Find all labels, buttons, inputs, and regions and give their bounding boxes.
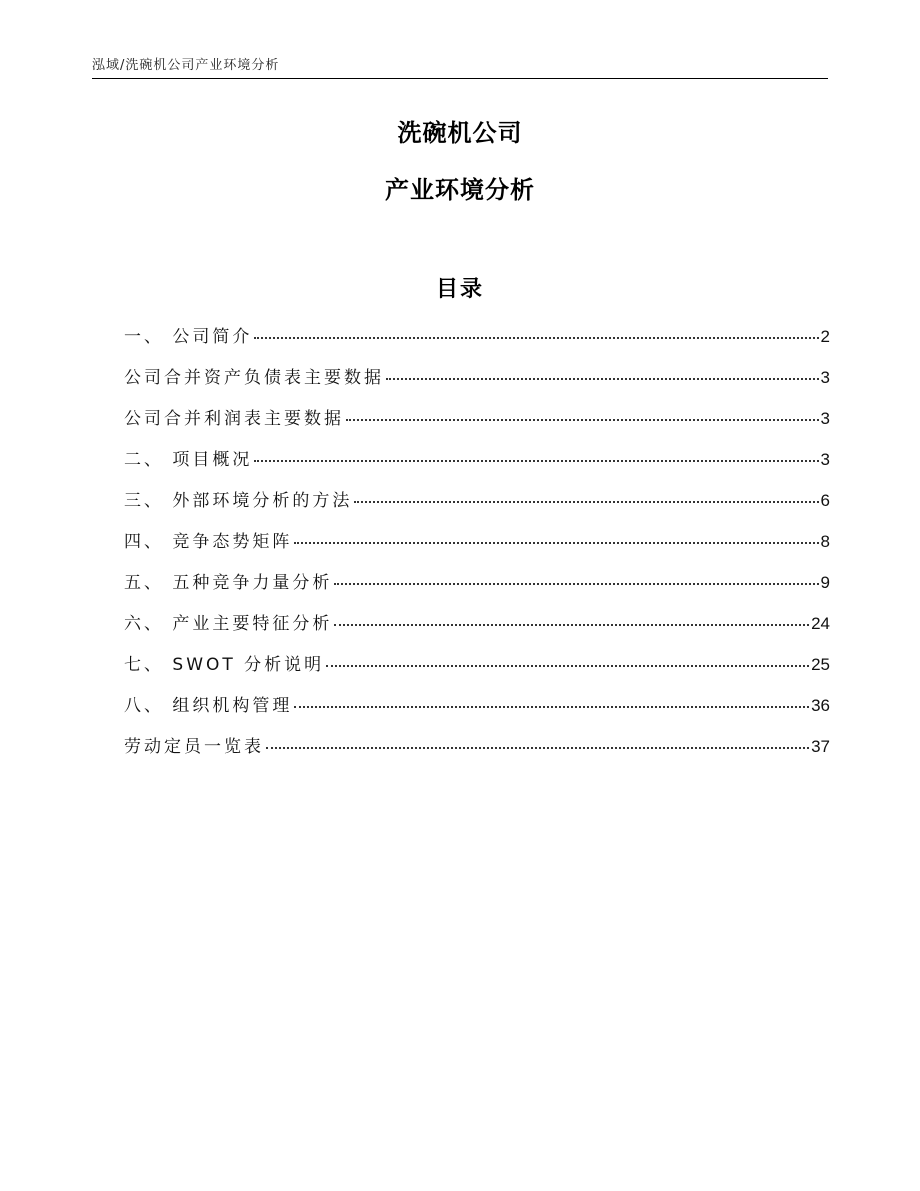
running-header: 泓域/洗碗机公司产业环境分析 (92, 58, 280, 73)
toc-leader-dots (266, 747, 809, 749)
header-rule (92, 78, 828, 79)
toc-entry-label: 劳动定员一览表 (124, 737, 264, 757)
toc-entry-page: 3 (820, 409, 830, 428)
toc-entry-page: 9 (820, 573, 830, 592)
toc-entry-label: 三、 外部环境分析的方法 (124, 491, 353, 511)
toc-entry[interactable] (124, 609, 830, 650)
toc-leader-dots (354, 501, 818, 503)
toc-leader-dots (254, 460, 818, 462)
toc-entry-label: 八、 组织机构管理 (124, 696, 293, 716)
toc-entry-label: 公司合并资产负债表主要数据 (124, 368, 384, 388)
toc-leader-dots (326, 665, 809, 667)
document-title-line-2: 产业环境分析 (385, 176, 535, 204)
toc-leader-dots (334, 583, 818, 585)
title-block (0, 118, 920, 205)
toc-entry[interactable] (124, 486, 830, 527)
toc-entry[interactable] (124, 363, 830, 404)
toc-entry-label: 一、 公司简介 (124, 327, 253, 347)
table-of-contents (124, 322, 830, 773)
toc-entry-page: 6 (820, 491, 830, 510)
toc-entry-page: 24 (811, 614, 830, 633)
toc-entry[interactable] (124, 691, 830, 732)
toc-entry[interactable] (124, 404, 830, 445)
toc-leader-dots (346, 419, 819, 421)
toc-entry-label: 七、 SWOT 分析说明 (124, 655, 325, 675)
toc-leader-dots (334, 624, 809, 626)
toc-entry[interactable] (124, 527, 830, 568)
toc-leader-dots (294, 542, 818, 544)
toc-entry-page: 3 (820, 368, 830, 387)
toc-entry-label: 五、 五种竞争力量分析 (124, 573, 333, 593)
toc-entry-page: 3 (820, 450, 830, 469)
document-title-line-1: 洗碗机公司 (397, 119, 523, 147)
toc-entry-label: 四、 竞争态势矩阵 (124, 532, 293, 552)
toc-entry-label: 六、 产业主要特征分析 (124, 614, 333, 634)
toc-leader-dots (294, 706, 809, 708)
toc-entry-label: 二、 项目概况 (124, 450, 253, 470)
toc-leader-dots (254, 337, 818, 339)
toc-entry[interactable] (124, 322, 830, 363)
toc-entry-page: 8 (820, 532, 830, 551)
toc-entry-page: 25 (811, 655, 830, 674)
toc-entry-page: 36 (811, 696, 830, 715)
toc-entry-label: 公司合并利润表主要数据 (124, 409, 344, 429)
toc-entry[interactable] (124, 732, 830, 773)
toc-entry[interactable] (124, 445, 830, 486)
toc-entry[interactable] (124, 650, 830, 691)
toc-heading: 目录 (435, 277, 484, 302)
toc-entry[interactable] (124, 568, 830, 609)
toc-entry-page: 37 (811, 737, 830, 756)
toc-leader-dots (386, 378, 819, 380)
toc-entry-page: 2 (820, 327, 830, 346)
